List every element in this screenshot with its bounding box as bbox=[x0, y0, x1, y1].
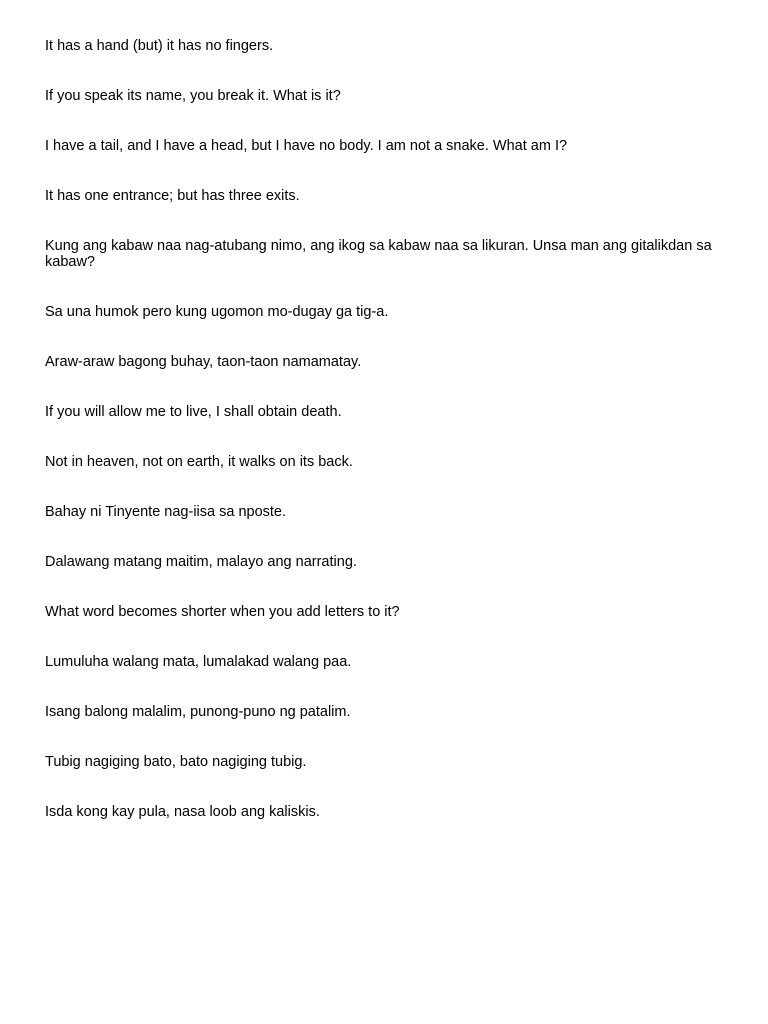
riddle-item: What word becomes shorter when you add letters to it? bbox=[45, 604, 400, 620]
riddle-item: Dalawang matang maitim, malayo ang narrating. bbox=[45, 554, 357, 570]
riddle-item: Araw-araw bagong buhay, taon-taon namamatay. bbox=[45, 354, 362, 370]
riddle-item: I have a tail, and I have a head, but I have no body. I am not a snake. What am I? bbox=[45, 138, 568, 154]
riddle-item: It has a hand (but) it has no fingers. bbox=[45, 38, 274, 54]
riddle-item: If you will allow me to live, I shall obtain death. bbox=[45, 404, 342, 420]
riddle-item: Sa una humok pero kung ugomon mo-dugay ga tig-a. bbox=[45, 304, 389, 320]
riddle-item: Bahay ni Tinyente nag-iisa sa nposte. bbox=[45, 504, 287, 520]
riddle-item: Not in heaven, not on earth, it walks on its back. bbox=[45, 454, 353, 470]
riddle-item: Isda kong kay pula, nasa loob ang kaliskis. bbox=[45, 804, 320, 820]
riddle-item: Kung ang kabaw naa nag-atubang nimo, ang ikog sa kabaw naa sa likuran. Unsa man ang gitalikdan sa kabaw? bbox=[45, 238, 712, 270]
riddle-item: Isang balong malalim, punong-puno ng patalim. bbox=[45, 704, 351, 720]
riddle-item: Lumuluha walang mata, lumalakad walang paa. bbox=[45, 654, 352, 670]
riddle-item: It has one entrance; but has three exits. bbox=[45, 188, 300, 204]
riddle-item: Tubig nagiging bato, bato nagiging tubig. bbox=[45, 754, 307, 770]
riddle-list bbox=[45, 38, 735, 820]
riddle-item: If you speak its name, you break it. What is it? bbox=[45, 88, 341, 104]
